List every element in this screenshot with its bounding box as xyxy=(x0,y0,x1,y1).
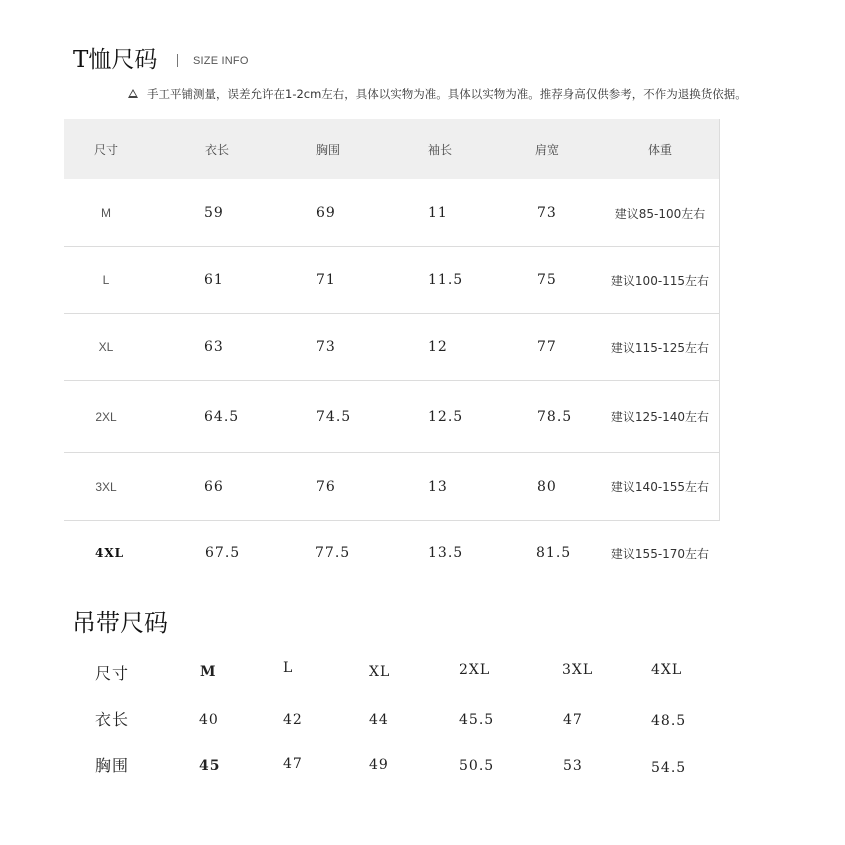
cami-value-cell: 54.5 xyxy=(651,760,687,776)
shoulder-cell: 80 xyxy=(537,478,557,495)
cami-size-cell: 4XL xyxy=(651,662,683,678)
weight-cell: 建议125-140左右 xyxy=(610,410,710,424)
length-cell: 66 xyxy=(204,478,224,495)
cami-value-cell: 47 xyxy=(283,756,303,772)
cami-size-cell: L xyxy=(283,660,294,676)
shoulder-cell: 75 xyxy=(537,272,557,288)
chest-cell: 77.5 xyxy=(315,545,351,561)
table-row xyxy=(64,381,720,453)
cami-row-label: 胸围 xyxy=(95,755,130,775)
cami-size-cell: 2XL xyxy=(459,662,491,678)
cami-value-cell: 50.5 xyxy=(459,758,495,774)
tshirt-size-table xyxy=(64,119,720,585)
header-chest: 胸围 xyxy=(316,142,341,157)
header-weight: 体重 xyxy=(647,142,672,157)
cami-size-cell: M xyxy=(200,664,217,680)
shoulder-cell: 73 xyxy=(537,205,557,221)
header-sleeve: 袖长 xyxy=(428,142,453,157)
length-cell: 63 xyxy=(204,339,224,355)
weight-cell: 建议140-155左右 xyxy=(610,480,710,494)
chest-cell: 76 xyxy=(316,478,336,495)
chest-cell: 71 xyxy=(316,272,336,288)
header-shoulder: 肩宽 xyxy=(535,142,560,157)
length-cell: 67.5 xyxy=(205,545,241,561)
sleeve-cell: 11 xyxy=(428,205,448,221)
table-header-row xyxy=(64,119,720,179)
cami-value-cell: 42 xyxy=(283,712,303,728)
page-subtitle: SIZE INFO xyxy=(193,55,249,67)
size-cell: 2XL xyxy=(95,409,117,424)
sleeve-cell: 13.5 xyxy=(428,545,464,561)
sleeve-cell: 13 xyxy=(428,478,448,495)
table-row xyxy=(64,314,720,381)
table-row xyxy=(64,180,720,247)
cami-value-cell: 53 xyxy=(563,758,583,774)
chest-cell: 73 xyxy=(316,339,336,355)
shoulder-cell: 77 xyxy=(537,339,557,355)
shoulder-cell: 81.5 xyxy=(536,545,572,561)
cami-row-size xyxy=(0,657,845,687)
cami-value-cell: 49 xyxy=(369,757,389,773)
length-cell: 64.5 xyxy=(204,408,240,425)
page-title: T恤尺码 xyxy=(73,47,158,73)
sleeve-cell: 12 xyxy=(428,339,448,355)
cami-size-cell: 3XL xyxy=(562,662,594,678)
chest-cell: 69 xyxy=(316,205,336,221)
cami-row-chest xyxy=(0,751,845,781)
cami-row-length xyxy=(0,705,845,735)
cami-value-cell: 45.5 xyxy=(459,712,495,728)
cami-value-cell: 48.5 xyxy=(651,713,687,729)
size-cell: L xyxy=(102,273,110,287)
cami-section-title: 吊带尺码 xyxy=(72,609,168,637)
weight-cell: 建议115-125左右 xyxy=(610,340,710,355)
header-size: 尺寸 xyxy=(94,142,119,157)
size-cell: 3XL xyxy=(95,479,117,494)
title-divider xyxy=(177,54,178,67)
table-row xyxy=(64,453,720,521)
weight-cell: 建议155-170左右 xyxy=(610,546,710,561)
length-cell: 61 xyxy=(204,272,224,288)
table-row xyxy=(64,247,720,314)
table-row xyxy=(64,521,720,585)
cami-row-label: 尺寸 xyxy=(95,663,130,683)
size-cell: 4XL xyxy=(95,546,125,560)
cami-value-cell: 40 xyxy=(199,712,219,728)
sleeve-cell: 11.5 xyxy=(428,272,464,288)
shoulder-cell: 78.5 xyxy=(537,408,573,425)
weight-cell: 建议85-100左右 xyxy=(614,206,706,221)
warning-triangle-icon xyxy=(128,89,138,98)
cami-value-cell: 45 xyxy=(199,758,221,774)
cami-size-table xyxy=(0,650,845,790)
weight-cell: 建议100-115左右 xyxy=(610,273,710,288)
size-cell: M xyxy=(101,206,111,220)
length-cell: 59 xyxy=(204,205,224,221)
note-text: 手工平铺测量，误差允许在1-2cm左右，具体以实物为准。具体以实物为准。推荐身高仅供参考，不作为退换货依据。 xyxy=(147,87,747,101)
size-cell: XL xyxy=(98,340,114,354)
measurement-note xyxy=(128,86,747,102)
header-length: 衣长 xyxy=(205,142,230,157)
cami-value-cell: 44 xyxy=(369,712,389,728)
cami-row-label: 衣长 xyxy=(95,709,130,729)
chest-cell: 74.5 xyxy=(316,408,352,425)
cami-value-cell: 47 xyxy=(563,712,583,728)
sleeve-cell: 12.5 xyxy=(428,408,464,425)
cami-size-cell: XL xyxy=(369,664,391,680)
